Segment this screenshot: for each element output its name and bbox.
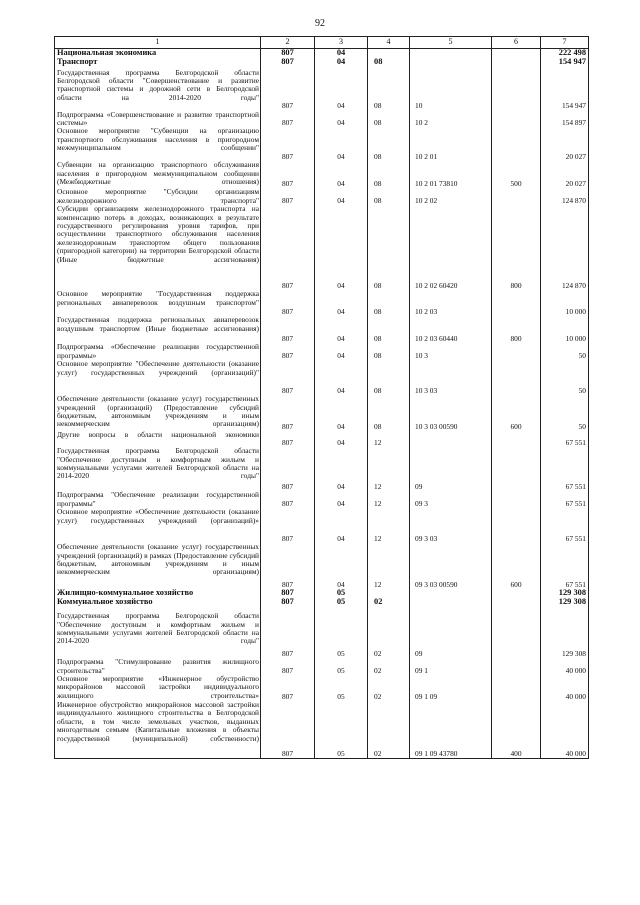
column-header: 7 — [541, 37, 589, 49]
row-code-expense-type — [492, 598, 541, 612]
row-code-expense-type — [492, 589, 541, 598]
row-code-target: 10 2 03 60440 — [410, 316, 492, 343]
row-code-subsection: 08 — [368, 58, 410, 69]
row-code-subsection: 08 — [368, 290, 410, 316]
row-amount: 67 551 — [541, 431, 589, 447]
row-code-target: 10 2 01 — [410, 127, 492, 161]
row-code-admin: 807 — [261, 543, 315, 589]
row-code-expense-type — [492, 127, 541, 161]
row-code-target: 10 — [410, 69, 492, 111]
table-row — [55, 543, 589, 589]
row-code-expense-type — [492, 447, 541, 491]
row-code-admin: 807 — [261, 316, 315, 343]
row-code-expense-type — [492, 431, 541, 447]
row-code-subsection: 12 — [368, 431, 410, 447]
row-code-admin: 807 — [261, 395, 315, 431]
row-code-subsection: 12 — [368, 543, 410, 589]
row-code-target — [410, 431, 492, 447]
row-code-expense-type — [492, 49, 541, 58]
row-code-section: 04 — [315, 127, 368, 161]
row-code-section: 04 — [315, 447, 368, 491]
row-code-section: 04 — [315, 395, 368, 431]
row-amount: 154 947 — [541, 69, 589, 111]
row-name: Обеспечение деятельности (оказание услуг) государственных учреждений (организаций) (Предоставление субсидий бюджетным, автономным учреждениям и иным некоммерческим организациям) — [55, 395, 261, 431]
row-code-admin: 807 — [261, 343, 315, 360]
row-code-section: 04 — [315, 205, 368, 290]
row-code-subsection: 02 — [368, 612, 410, 658]
table-row — [55, 188, 589, 205]
row-amount: 222 498 — [541, 49, 589, 58]
row-code-admin: 807 — [261, 58, 315, 69]
row-code-target: 09 1 — [410, 658, 492, 675]
row-name: Основное мероприятие «Обеспечение деятельности (оказание услуг) государственных учреждений (организаций)» — [55, 508, 261, 543]
row-amount: 129 308 — [541, 612, 589, 658]
row-code-subsection: 08 — [368, 127, 410, 161]
row-code-subsection: 08 — [368, 111, 410, 128]
row-amount: 154 897 — [541, 111, 589, 128]
row-code-admin: 807 — [261, 205, 315, 290]
row-code-section: 05 — [315, 701, 368, 759]
table-row — [55, 111, 589, 128]
table-row — [55, 491, 589, 508]
row-code-admin: 807 — [261, 188, 315, 205]
row-name: Подпрограмма "Обеспечение реализации государственной программы" — [55, 491, 261, 508]
row-code-expense-type — [492, 58, 541, 69]
table-row — [55, 598, 589, 612]
row-name: Подпрограмма "Стимулирование развития жилищного строительства" — [55, 658, 261, 675]
column-header: 1 — [55, 37, 261, 49]
row-amount: 40 000 — [541, 675, 589, 701]
row-code-admin: 807 — [261, 447, 315, 491]
row-code-expense-type — [492, 360, 541, 395]
row-code-target — [410, 598, 492, 612]
row-amount: 50 — [541, 360, 589, 395]
row-name: Транспорт — [55, 58, 261, 69]
table-row — [55, 127, 589, 161]
row-code-section: 05 — [315, 675, 368, 701]
row-code-target: 10 3 — [410, 343, 492, 360]
table-header-row — [55, 37, 589, 49]
row-code-subsection: 02 — [368, 658, 410, 675]
row-code-target: 09 — [410, 447, 492, 491]
row-code-section: 04 — [315, 360, 368, 395]
row-code-target: 10 2 02 — [410, 188, 492, 205]
row-code-subsection: 08 — [368, 161, 410, 188]
row-code-subsection: 02 — [368, 701, 410, 759]
row-name: Национальная экономика — [55, 49, 261, 58]
column-header: 6 — [492, 37, 541, 49]
table-row — [55, 508, 589, 543]
row-code-expense-type: 500 — [492, 161, 541, 188]
row-code-admin: 807 — [261, 69, 315, 111]
column-header: 3 — [315, 37, 368, 49]
column-header: 5 — [410, 37, 492, 49]
row-code-admin: 807 — [261, 290, 315, 316]
row-code-admin: 807 — [261, 658, 315, 675]
row-code-section: 04 — [315, 69, 368, 111]
row-code-section: 04 — [315, 431, 368, 447]
row-code-subsection: 08 — [368, 343, 410, 360]
table-row — [55, 161, 589, 188]
row-amount: 67 551 — [541, 508, 589, 543]
row-code-target: 10 2 03 — [410, 290, 492, 316]
table-row — [55, 316, 589, 343]
row-code-expense-type: 600 — [492, 543, 541, 589]
row-code-section: 04 — [315, 188, 368, 205]
budget-table — [54, 36, 589, 759]
row-code-expense-type — [492, 69, 541, 111]
row-code-section: 04 — [315, 491, 368, 508]
row-code-section: 04 — [315, 343, 368, 360]
row-code-section: 05 — [315, 612, 368, 658]
row-code-admin: 807 — [261, 598, 315, 612]
row-name: Основное мероприятие "Субсидии организациям железнодорожного транспорта" — [55, 188, 261, 205]
table-row — [55, 69, 589, 111]
table-row — [55, 658, 589, 675]
row-code-section: 04 — [315, 58, 368, 69]
row-code-admin: 807 — [261, 491, 315, 508]
row-code-expense-type — [492, 675, 541, 701]
table-row — [55, 701, 589, 759]
row-name: Государственная программа Белгородской области "Обеспечение доступным и комфортным жильем и коммунальными услугами жителей Белгородской области на 2014-2020 годы" — [55, 612, 261, 658]
table-row — [55, 612, 589, 658]
column-header: 2 — [261, 37, 315, 49]
table-row — [55, 205, 589, 290]
row-code-admin: 807 — [261, 701, 315, 759]
column-header: 4 — [368, 37, 410, 49]
table-row — [55, 395, 589, 431]
row-code-expense-type — [492, 508, 541, 543]
row-code-target: 09 — [410, 612, 492, 658]
row-code-admin: 807 — [261, 508, 315, 543]
row-amount: 67 551 — [541, 491, 589, 508]
row-code-admin: 807 — [261, 127, 315, 161]
row-code-admin: 807 — [261, 675, 315, 701]
table-row — [55, 343, 589, 360]
row-code-admin: 807 — [261, 612, 315, 658]
row-code-expense-type — [492, 658, 541, 675]
row-name: Подпрограмма «Обеспечение реализации государственной программы» — [55, 343, 261, 360]
row-name: Подпрограмма «Совершенствование и развитие транспортной системы» — [55, 111, 261, 128]
row-code-expense-type — [492, 111, 541, 128]
row-code-expense-type — [492, 612, 541, 658]
table-row — [55, 431, 589, 447]
row-code-section: 05 — [315, 658, 368, 675]
row-name: Государственная поддержка региональных авиаперевозок воздушным транспортом (Иные бюджетные ассигнования) — [55, 316, 261, 343]
row-code-admin: 807 — [261, 111, 315, 128]
row-code-target: 09 3 03 — [410, 508, 492, 543]
row-name: Основное мероприятие "Обеспечение деятельности (оказание услуг) государственных учреждений (организаций)" — [55, 360, 261, 395]
row-code-expense-type — [492, 343, 541, 360]
row-code-section: 04 — [315, 508, 368, 543]
row-code-section: 04 — [315, 543, 368, 589]
row-code-section: 04 — [315, 49, 368, 58]
row-code-section: 04 — [315, 316, 368, 343]
row-code-subsection — [368, 589, 410, 598]
row-amount: 20 027 — [541, 161, 589, 188]
row-amount: 129 308 — [541, 598, 589, 612]
row-code-admin: 807 — [261, 49, 315, 58]
row-code-target: 10 2 — [410, 111, 492, 128]
row-code-subsection: 02 — [368, 598, 410, 612]
row-code-expense-type: 600 — [492, 395, 541, 431]
row-code-section: 05 — [315, 598, 368, 612]
row-name: Основное мероприятие "Государственная поддержка региональных авиаперевозок воздушным транспортом" — [55, 290, 261, 316]
table-row — [55, 49, 589, 58]
row-amount: 154 947 — [541, 58, 589, 69]
row-code-target: 10 2 01 73810 — [410, 161, 492, 188]
row-name: Государственная программа Белгородской области Белгородской области "Совершенствование и развитие транспортной системы и дорожной сети в Белгородской области на 2014-2020 годы" — [55, 69, 261, 111]
row-code-admin: 807 — [261, 161, 315, 188]
row-code-admin: 807 — [261, 360, 315, 395]
table-row — [55, 447, 589, 491]
row-code-subsection: 12 — [368, 508, 410, 543]
row-code-subsection: 08 — [368, 188, 410, 205]
row-code-target: 10 3 03 — [410, 360, 492, 395]
row-amount: 124 870 — [541, 205, 589, 290]
row-amount: 10 000 — [541, 316, 589, 343]
row-amount: 50 — [541, 395, 589, 431]
row-code-admin: 807 — [261, 431, 315, 447]
row-code-expense-type — [492, 290, 541, 316]
row-amount: 40 000 — [541, 658, 589, 675]
row-code-expense-type: 400 — [492, 701, 541, 759]
row-amount: 10 000 — [541, 290, 589, 316]
row-amount: 129 308 — [541, 589, 589, 598]
row-name: Основное мероприятие «Инженерное обустройство микрорайонов массовой застройки индивидуального жилищного строительства» — [55, 675, 261, 701]
row-amount: 67 551 — [541, 447, 589, 491]
table-row — [55, 290, 589, 316]
row-name: Государственная программа Белгородской области "Обеспечение доступным и комфортным жильем и коммунальными услугами жителей Белгородской области на 2014-2020 годы" — [55, 447, 261, 491]
row-amount: 124 870 — [541, 188, 589, 205]
row-code-expense-type: 800 — [492, 316, 541, 343]
row-code-section: 05 — [315, 589, 368, 598]
table-row — [55, 58, 589, 69]
row-code-target — [410, 589, 492, 598]
row-code-section: 04 — [315, 290, 368, 316]
row-code-expense-type: 800 — [492, 205, 541, 290]
row-code-target: 09 1 09 43780 — [410, 701, 492, 759]
page-number: 92 — [315, 18, 325, 29]
row-code-subsection: 08 — [368, 316, 410, 343]
row-code-target — [410, 58, 492, 69]
row-name: Другие вопросы в области национальной экономики — [55, 431, 261, 447]
row-code-target — [410, 49, 492, 58]
table-row — [55, 675, 589, 701]
row-code-subsection — [368, 49, 410, 58]
row-code-subsection: 12 — [368, 491, 410, 508]
row-amount: 50 — [541, 343, 589, 360]
row-code-subsection: 08 — [368, 69, 410, 111]
row-code-target: 09 3 03 00590 — [410, 543, 492, 589]
row-name: Субвенции на организацию транспортного обслуживания населения в пригородном межмуниципальном сообщении (Межбюджетные отношения) — [55, 161, 261, 188]
row-code-subsection: 12 — [368, 447, 410, 491]
row-code-section: 04 — [315, 111, 368, 128]
row-code-target: 10 2 02 60420 — [410, 205, 492, 290]
row-code-expense-type — [492, 491, 541, 508]
row-code-subsection: 02 — [368, 675, 410, 701]
row-code-admin: 807 — [261, 589, 315, 598]
row-code-subsection: 08 — [368, 395, 410, 431]
row-amount: 67 551 — [541, 543, 589, 589]
row-name: Инженерное обустройство микрорайонов массовой застройки индивидуального жилищного строительства в Белгородской области, в том числе земельных участков, выданных многодетным семьям (Капитальные вложения в объекты государственной (муниципальной) собственности) — [55, 701, 261, 759]
row-name: Обеспечение деятельности (оказание услуг) государственных учреждений (организаций) в рамках (Предоставление субсидий бюджетным, автономным учреждениям и иным некоммерческим организациям) — [55, 543, 261, 589]
table-row — [55, 360, 589, 395]
row-amount: 20 027 — [541, 127, 589, 161]
row-code-subsection: 08 — [368, 205, 410, 290]
row-code-section: 04 — [315, 161, 368, 188]
row-code-target: 10 3 03 00590 — [410, 395, 492, 431]
table-row — [55, 589, 589, 598]
row-amount: 40 000 — [541, 701, 589, 759]
row-code-subsection: 08 — [368, 360, 410, 395]
row-name: Субсидии организациям железнодорожного транспорта на компенсацию потерь в доходах, возникающих в результате государственного регулирования уровня тарифов, при осуществлении транспортного обслуживания населения железнодорожным транспортом общего пользования (пригородной категории) на территории Белгородской области (Иные бюджетные ассигнования) — [55, 205, 261, 290]
row-name: Коммунальное хозяйство — [55, 598, 261, 612]
row-code-expense-type — [492, 188, 541, 205]
row-code-target: 09 1 09 — [410, 675, 492, 701]
row-name: Основное мероприятие "Субвенции на организацию транспортного обслуживания населения в пригородном межмуниципальном сообщении" — [55, 127, 261, 161]
row-code-target: 09 3 — [410, 491, 492, 508]
row-name: Жилищно-коммунальное хозяйство — [55, 589, 261, 598]
